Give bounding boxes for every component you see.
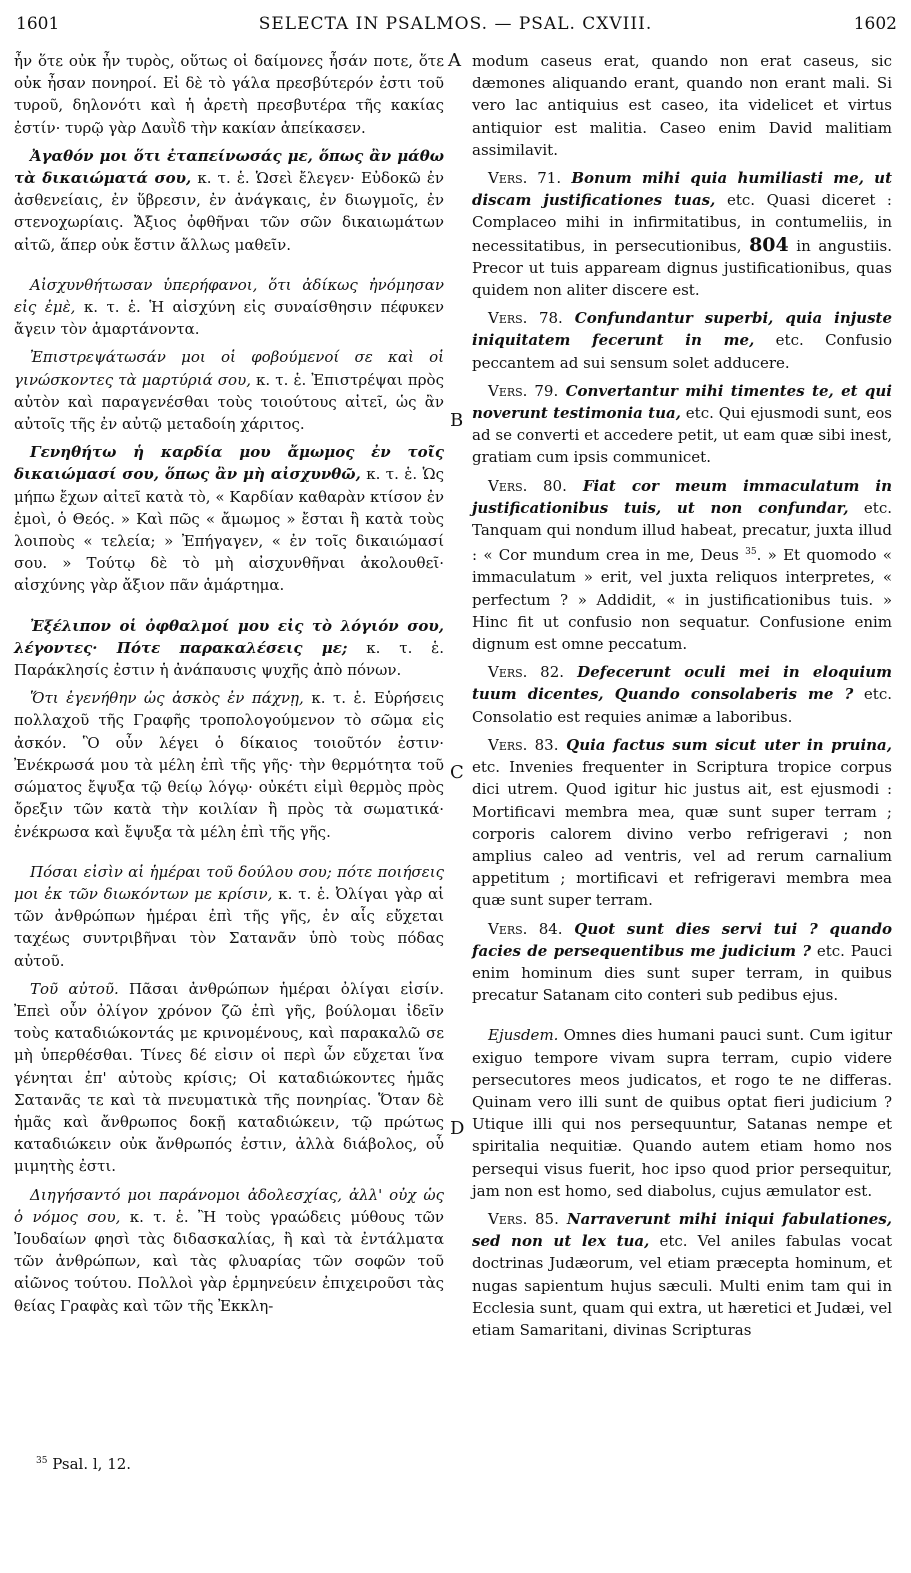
latin-lemma: Ejusdem. — [488, 1026, 559, 1045]
latin-text: in angustiis. Precor ut tuis appaream dignus justificationibus, quas quidem non aliter discere est. — [472, 236, 892, 300]
greek-lemma: Ἐπιστρεψάτωσάν μοι οἱ φοβούμενοί σε καὶ οἱ γινώσκοντες τὰ μαρτύριά σου, — [14, 348, 444, 389]
greek-lemma: Ἐξέλιπον οἱ ὀφθαλμοί μου εἰς τὸ λόγιόν σου, λέγοντες· Πότε παρακαλέσεις με; — [14, 616, 444, 657]
latin-lemma: Bonum mihi quia humiliasti me, ut discam justificationes tuas, — [472, 169, 892, 210]
greek-text: κ. τ. ἑ. Ὡσεὶ ἔλεγεν· Εὐδοκῶ ἐν ἀσθενείαις, ἐν ὕβρεσιν, ἐν ἀνάγκαις, ἐν διωγμοῖς, ἐν στενοχωρίαις. Ἄξιος ὀφθῆναι τῶν σῶν δικαιωμάτων αἰτῶ, ἅπερ οὐκ ἔστιν ἄλλως μαθεῖν. — [14, 169, 444, 254]
greek-paragraph — [14, 274, 444, 341]
margin-marker-c: C — [450, 762, 464, 783]
greek-paragraph — [14, 145, 444, 256]
greek-text: κ. τ. ἑ. Παράκλησίς ἐστιν ἡ ἀνάπαυσις ψυχῆς ἀπὸ πόνων. — [14, 638, 444, 680]
latin-lemma: Confundantur superbi, quia injuste iniquitatem fecerunt in me, — [472, 309, 892, 350]
latin-text: etc. Pauci enim hominum dies sunt super terram, in quibus precatur Satanam cito conteri sub pedibus ejus. — [472, 941, 892, 1005]
verse-number: Vers. 78. — [488, 309, 563, 328]
latin-lemma: Narraverunt mihi iniqui fabulationes, sed non ut lex tua, — [472, 1209, 893, 1251]
latin-paragraph — [472, 307, 892, 374]
greek-lemma: Αἰσχυνθήτωσαν ὑπερήφανοι, ὅτι ἀδίκως ἠνόμησαν εἰς ἐμὲ, — [14, 275, 444, 317]
latin-text: etc. Qui ejusmodi sunt, eos ad se converti et accedere petit, ut eam quæ sibi inest, gratiam cum ipsis communicet. — [472, 404, 892, 467]
latin-lemma: Fiat cor meum immaculatum in justificationibus tuis, ut non confundar, — [472, 476, 892, 517]
greek-text: κ. τ. ἑ. Ἢ τοὺς γραώδεις μύθους τῶν Ἰουδαίων φησὶ τὰς διδασκαλίας, ἢ καὶ τὰ ἐντάλματα τῶν ἀνθρώπων, καὶ τὰς φλυαρίας τῶν σοφῶν τοῦ αἰῶνος τούτου. Πολλοὶ γὰρ ἑρμηνεύειν ἐπιχειροῦσι τὰς θείας Γραφὰς καὶ τῶν τῆς Ἐκκλη- — [14, 1207, 444, 1315]
latin-paragraph — [472, 661, 892, 728]
greek-text: κ. τ. ἑ. Ὀλίγαι γὰρ αἱ τῶν ἀνθρώπων ἡμέραι ἐπὶ τῆς γῆς, ἐν αἷς εὔχεται ταχέως συντριβῆναι τὸν Σατανᾶν ὑπὸ τοὺς πόδας αὐτοῦ. — [14, 884, 444, 970]
latin-paragraph — [472, 1024, 892, 1202]
margin-marker-b: B — [450, 410, 464, 431]
greek-paragraph — [14, 978, 444, 1178]
verse-number: Vers. 85. — [488, 1209, 559, 1228]
verse-number: Vers. 84. — [488, 919, 563, 938]
greek-paragraph — [14, 615, 444, 682]
column-number: 804 — [749, 233, 789, 256]
greek-lemma: Ἀγαθόν μοι ὅτι ἐταπείνωσάς με, ὅπως ἂν μάθω τὰ δικαιώματά σου, — [14, 146, 444, 188]
verse-number: Vers. 83. — [488, 735, 559, 754]
footnote — [36, 1455, 131, 1473]
latin-text: etc. Vel aniles fabulas vocat doctrinas Judæorum, vel etiam præcepta hominum, et nugas sapientum hujus sæculi. Multi enim tam qui in Ecclesia sunt, quam qui extra, ut hæretici et Judæi, vel etiam Samaritani, divinas Scripturas — [472, 1232, 892, 1339]
latin-text: Omnes dies humani pauci sunt. Cum igitur exiguo tempore vivam supra terram, cupio videre persecutores meos judicatos, et rogo te ne differas. Quinam vero illi sunt de quibus optat fieri judicium ? Utique illi qui nos persequuntur, Satanas nempe et spiritalia nequitiæ. Quando autem etiam homo nos persequi visus fuerit, hoc ipso quod prior persequitur, jam non est homo, sed diabolus, cujus æmulator est. — [472, 1026, 892, 1200]
page-header — [0, 8, 911, 38]
greek-text: κ. τ. ἑ. Ὡς μήπω ἔχων αἰτεῖ κατὰ τὸ, « Καρδίαν καθαρὰν κτίσον ἐν ἐμοὶ, ὁ Θεός. » Καὶ πῶς « ἄμωμος » ἔσται ἢ κατὰ τοὺς λοιποὺς « τελεία; » Ἐπήγαγεν, « ἐν τοῖς δικαιώμασί σου. » Τούτῳ δὲ τὸ μὴ αἰσχυνθῆναι ἀκολουθεῖ· αἰσχύνης γὰρ ἄξιον πᾶν ἁμάρτημα. — [14, 465, 444, 595]
verse-number: Vers. 79. — [488, 381, 559, 400]
greek-paragraph — [14, 441, 444, 596]
latin-text: etc. Invenies frequenter in Scriptura tropice corpus dici utrem. Quod igitur hic justus ait, est ejusmodi : Mortificavi membra mea, quæ sunt super terram ; corporis calorem divino verbo refrigeravi ; non amplius caleo ad ventris, vel ad rerum carnalium appetitum ; mortificavi et refrigeravi membra mea quæ sunt super terram. — [472, 758, 892, 910]
page-number-left: 1601 — [16, 14, 60, 34]
greek-paragraph — [14, 50, 444, 139]
footnote-number: 35 — [36, 1456, 48, 1466]
latin-text: etc. Confusio peccantem ad sui sensum solet adducere. — [472, 331, 892, 372]
footnote-text: Psal. l, 12. — [47, 1455, 132, 1473]
page-number-right: 1602 — [853, 14, 897, 34]
latin-text: etc. Tanquam qui nondum illud habeat, precatur, juxta illud : « Cor mundum crea in me, Deus — [472, 498, 893, 565]
greek-column — [14, 50, 444, 1323]
greek-lemma: Ὅτι ἐγενήθην ὡς ἀσκὸς ἐν πάχνῃ, — [30, 689, 304, 708]
latin-paragraph — [472, 475, 892, 656]
margin-marker-d: D — [450, 1118, 465, 1139]
latin-lemma: Quot sunt dies servi tui ? quando facies de persequentibus me judicium ? — [472, 919, 892, 960]
latin-text: etc. Consolatio est requies animæ a laboribus. — [472, 685, 892, 726]
verse-number: Vers. 82. — [488, 663, 565, 682]
latin-text: . » Et quomodo « immaculatum » erit, vel juxta reliquos interpretes, « perfectum ? » Addidit, « in justificationibus tuis. » Hinc fit ut confusio non sequatur. Confusione enim dignum est omne peccatum. — [472, 546, 892, 654]
greek-lemma: Πόσαι εἰσὶν αἱ ἡμέραι τοῦ δούλου σου; πότε ποιήσεις μοι ἐκ τῶν διωκόντων με κρίσιν, — [14, 862, 444, 903]
latin-paragraph — [472, 167, 892, 301]
latin-lemma: Convertantur mihi timentes te, et qui noverunt testimonia tua, — [472, 381, 892, 423]
greek-paragraph — [14, 346, 444, 435]
greek-paragraph — [14, 861, 444, 972]
running-title: SELECTA IN PSALMOS. — PSAL. CXVIII. — [258, 14, 653, 34]
verse-number: Vers. 71. — [488, 169, 562, 188]
verse-number: Vers. 80. — [488, 476, 567, 495]
greek-text: κ. τ. ἑ. Εὑρήσεις πολλαχοῦ τῆς Γραφῆς τροπολογούμενον τὸ σῶμα εἰς ἀσκόν. Ὃ οὖν λέγει ὁ δίκαιος τοιοῦτόν ἐστιν· Ἐνέκρωσά μου τὰ μέλη ἐπὶ τῆς γῆς· τὴν θερμότητα τοῦ σώματος ἔψυξα τῷ θείῳ λόγῳ· οὐκέτι εἰμὶ θερμὸς πρὸς ὄρεξιν τῶν κατὰ τὴν κοιλίαν ἢ πρὸς τὰ σωματικά· ἐνέκρωσα καὶ ἔψυξα τὰ μέλη ἐπὶ τῆς γῆς. — [14, 689, 445, 841]
latin-paragraph — [472, 734, 892, 912]
greek-paragraph — [14, 687, 444, 842]
latin-paragraph — [472, 918, 892, 1007]
latin-paragraph — [472, 50, 892, 161]
greek-text: Πᾶσαι ἀνθρώπων ἡμέραι ὀλίγαι εἰσίν. Ἐπεὶ οὖν ὀλίγον χρόνον ζῶ ἐπὶ γῆς, βούλομαι ἰδεῖν τοὺς καταδιώκοντάς με κρινομένους, καὶ παρακαλῶ σε μὴ ὑπερθέσθαι. Τίνες δέ εἰσιν οἱ περὶ ὧν εὔχεται ἵνα γένηται ἐπ' αὐτοὺς κρίσις; Οἱ καταδιώκοντες ἡμᾶς Σατανᾶς τε καὶ τὰ πνευματικὰ τῆς πονηρίας. Ὅταν δὲ ἡμᾶς καὶ ἄνθρωπος δοκῇ καταδιώκειν, τῷ πρώτως καταδιώκειν οὐκ ἄνθρωπός ἐστιν, ἀλλὰ διάβολος, οὗ μιμητὴς ἐστι. — [14, 979, 445, 1176]
greek-lemma: Διηγήσαντό μοι παράνομοι ἀδολεσχίας, ἀλλ' οὐχ ὡς ὁ νόμος σου, — [14, 1185, 444, 1226]
latin-lemma: Defecerunt oculi mei in eloquium tuum dicentes, Quando consolaberis me ? — [472, 663, 892, 704]
latin-paragraph — [472, 1208, 892, 1341]
latin-text: etc. Quasi diceret : Complaceo mihi in infirmitatibus, in contumeliis, in necessitatibus, in persecutionibus, — [472, 191, 892, 255]
margin-marker-a: A — [448, 50, 461, 71]
greek-text: κ. τ. ἑ. Ἡ αἰσχύνη εἰς συναίσθησιν πέφυκεν ἄγειν τὸν ἁμαρτάνοντα. — [14, 298, 445, 339]
greek-lemma: Γενηθήτω ἡ καρδία μου ἄμωμος ἐν τοῖς δικαιώμασί σου, ὅπως ἂν μὴ αἰσχυνθῶ, — [14, 443, 444, 484]
latin-column — [472, 50, 892, 1347]
latin-paragraph — [472, 380, 892, 469]
greek-lemma: Τοῦ αὐτοῦ. — [30, 979, 119, 998]
footnote-ref: 35 — [745, 547, 757, 558]
greek-paragraph — [14, 1184, 444, 1317]
latin-text: modum caseus erat, quando non erat caseus, sic dæmones aliquando erant, quando non erant mali. Si vero lac antiquius est caseo, ita videlicet et virtus antiquior est malitia. Caseo enim David malitiam assimilavit. — [472, 52, 892, 159]
greek-text: κ. τ. ἑ. Ἐπιστρέψαι πρὸς αὐτὸν καὶ παραγενέσθαι τοὺς τοιούτους αἰτεῖ, ὡς ἂν αὐτοῖς τῆς ἐν αὐτῷ μεταδοίη χάριτος. — [14, 370, 444, 434]
greek-text: ἦν ὅτε οὐκ ἦν τυρὸς, οὕτως οἱ δαίμονες ἦσάν ποτε, ὅτε οὐκ ἦσαν πονηροί. Εἰ δὲ τὸ γάλα πρεσβύτερόν ἐστι τοῦ τυροῦ, δηλονότι καὶ ἡ ἀρετὴ πρεσβυτέρα τῆς κακίας ἐστίν· τυρῷ γὰρ Δαυῒδ τὴν κακίαν ἀπείκασεν. — [14, 52, 444, 137]
latin-lemma: Quia factus sum sicut uter in pruina, — [558, 735, 893, 754]
